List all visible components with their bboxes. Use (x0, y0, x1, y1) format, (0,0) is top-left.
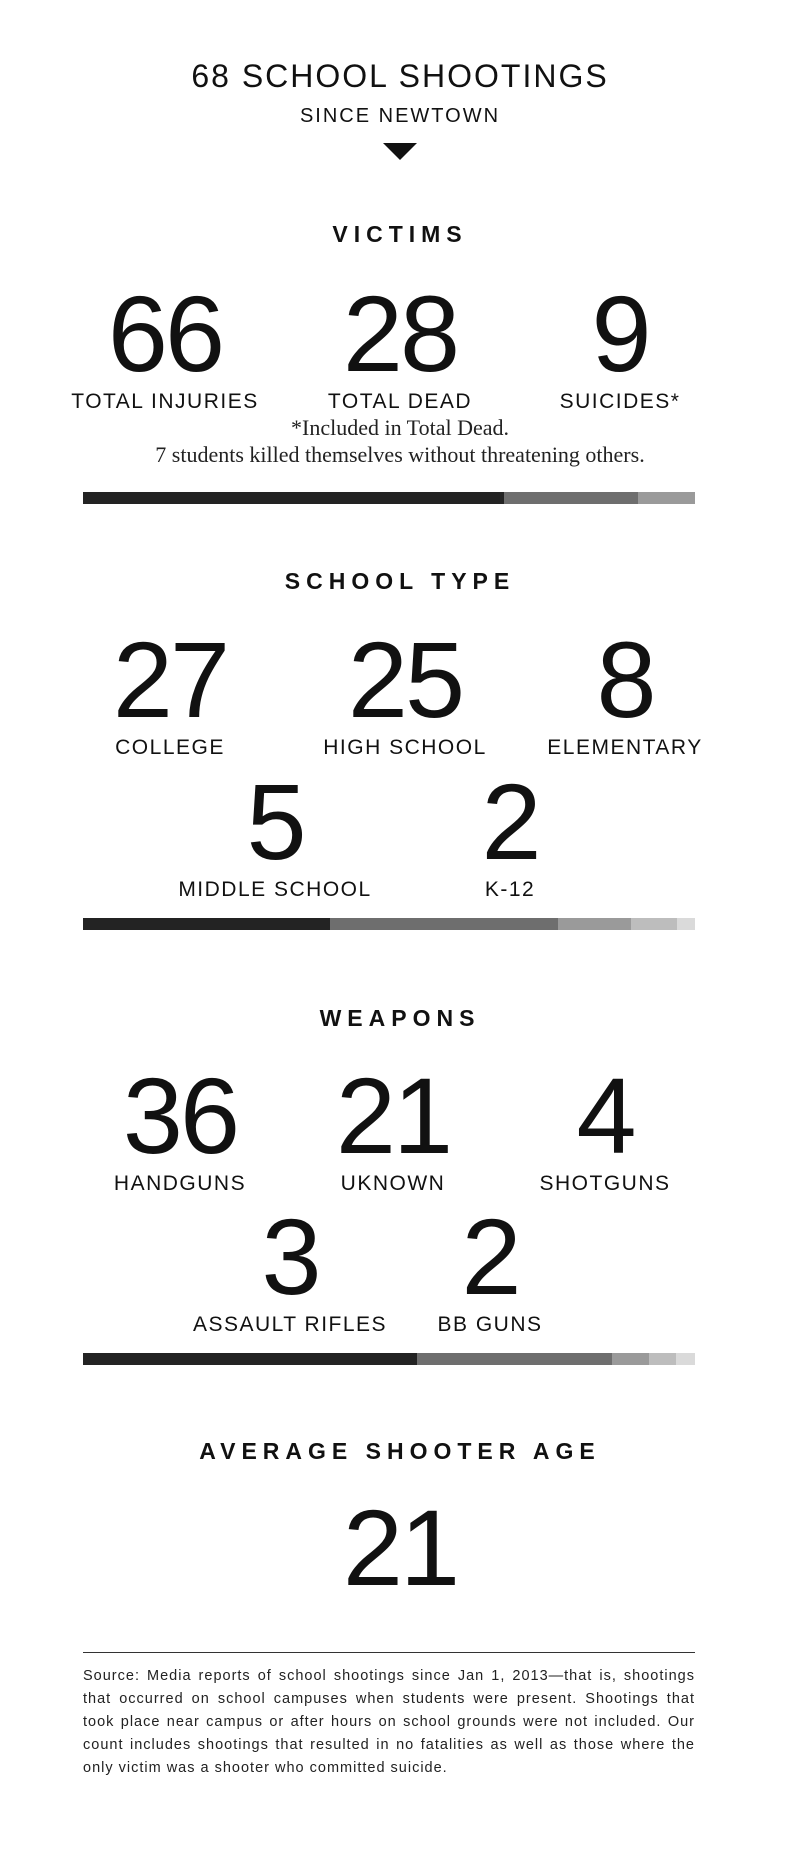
stat-shooter-age (290, 1487, 510, 1608)
stat-value: 2 (481, 761, 539, 882)
stat-bb-guns (410, 1196, 570, 1337)
stat-label: COLLEGE (115, 736, 225, 759)
stat-label: MIDDLE SCHOOL (178, 878, 372, 901)
shooter-age-title: AVERAGE SHOOTER AGE (199, 1438, 601, 1464)
bar-segment (677, 918, 695, 930)
school-type-bar (83, 918, 695, 930)
bar-segment (676, 1353, 695, 1365)
bar-segment (612, 1353, 649, 1365)
source-note: Source: Media reports of school shootings since Jan 1, 2013—that is, shootings that occurred on school campuses when students were present. Shootings that took place near campus or after hours on school grounds were not included. Our count includes shootings that resulted in no fatalities as well as those where the only victim was a shooter who committed suicide. (83, 1668, 695, 1776)
stat-label: K-12 (484, 878, 536, 901)
weapons-title: WEAPONS (319, 1005, 481, 1031)
stat-label: ASSAULT RIFLES (192, 1313, 388, 1336)
stat-value: 66 (107, 273, 223, 394)
victims-title: VICTIMS (332, 221, 468, 247)
stat-label: ELEMENTARY (547, 736, 703, 759)
divider (83, 1652, 695, 1653)
bar-segment (631, 918, 677, 930)
stat-value: 21 (342, 1487, 458, 1608)
stat-label: HANDGUNS (113, 1172, 247, 1195)
victims-bar (83, 492, 695, 504)
bar-segment (83, 492, 504, 504)
stat-high-school (300, 619, 510, 760)
bar-segment (558, 918, 631, 930)
bar-segment (417, 1353, 612, 1365)
bar-segment (649, 1353, 677, 1365)
stat-label: TOTAL INJURIES (71, 390, 259, 413)
stat-unknown (288, 1055, 498, 1196)
stat-value: 8 (596, 619, 654, 740)
stat-label: HIGH SCHOOL (323, 736, 487, 759)
page-title: 68 SCHOOL SHOOTINGS (191, 58, 609, 94)
stat-label: BB GUNS (437, 1313, 543, 1336)
stat-college (70, 619, 270, 760)
stat-label: SUICIDES* (559, 390, 681, 413)
stat-label: SHOTGUNS (539, 1172, 671, 1195)
stat-label: TOTAL DEAD (327, 390, 473, 413)
stat-value: 5 (246, 761, 304, 882)
stat-total-dead (295, 273, 505, 414)
stat-middle-school (165, 761, 385, 902)
stat-value: 27 (112, 619, 228, 740)
stat-elementary (520, 619, 730, 760)
stat-value: 3 (261, 1196, 319, 1317)
bar-segment (83, 1353, 417, 1365)
bar-segment (638, 492, 695, 504)
weapons-bar (83, 1353, 695, 1365)
stat-suicides (515, 273, 725, 414)
stat-assault-rifles (180, 1196, 400, 1337)
stat-shotguns (500, 1055, 710, 1196)
stat-value: 21 (335, 1055, 451, 1176)
stat-value: 28 (342, 273, 458, 394)
bar-segment (83, 918, 330, 930)
bar-segment (330, 918, 558, 930)
school-type-title: SCHOOL TYPE (284, 568, 516, 594)
stat-k12 (425, 761, 595, 902)
victims-note-line1: *Included in Total Dead. (291, 415, 509, 440)
down-arrow-icon (383, 143, 417, 160)
stat-value: 9 (591, 273, 649, 394)
stat-total-injuries (60, 273, 270, 414)
stat-value: 4 (576, 1055, 634, 1176)
stat-value: 25 (347, 619, 463, 740)
bar-segment (504, 492, 638, 504)
stat-label: UKNOWN (340, 1172, 446, 1195)
stat-value: 2 (461, 1196, 519, 1317)
victims-note-line2: 7 students killed themselves without threatening others. (155, 442, 645, 467)
page-subtitle: SINCE NEWTOWN (299, 105, 501, 127)
stat-value: 36 (122, 1055, 238, 1176)
stat-handguns (75, 1055, 285, 1196)
